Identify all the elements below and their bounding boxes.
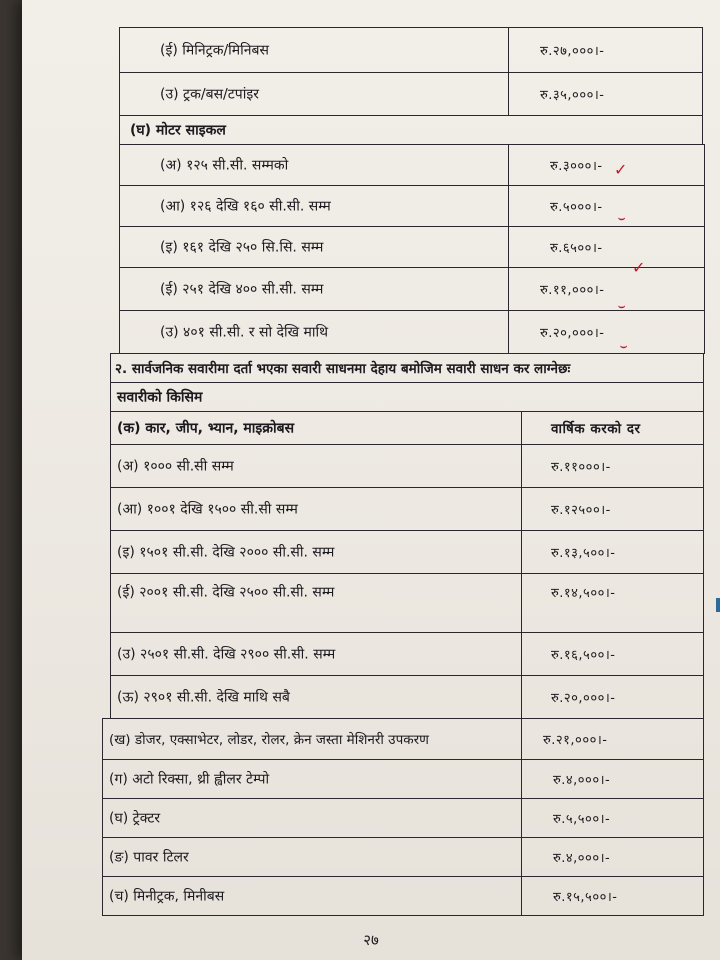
table-row — [119, 27, 703, 73]
vehicle-type: (ङ) पावर टिलर — [109, 849, 189, 866]
tax-rate: रु.३०००।- — [550, 159, 603, 174]
vehicle-type: (इ) १५०१ सी.सी. देखि २००० सी.सी. सम्म — [117, 544, 335, 561]
public-vehicle-intro: २. सार्वजनिक सवारीमा दर्ता भएका सवारी साधनमा देहाय बमोजिम सवारी साधन कर लाग्नेछः — [115, 361, 571, 377]
vehicle-type: (अ) १००० सी.सी सम्म — [117, 458, 234, 475]
column-divider — [508, 73, 509, 115]
tax-rate: रु.१३,५००।- — [551, 546, 616, 561]
annual-rate-heading: वार्षिक करको दर — [551, 421, 641, 437]
table-row — [110, 573, 704, 633]
tax-rate: रु.६५००।- — [550, 241, 603, 256]
table-row — [119, 226, 705, 268]
tax-rate: रु.३५,०००।- — [540, 88, 605, 103]
check-mark-icon: ✓ — [614, 160, 628, 179]
table-row — [102, 718, 704, 760]
column-divider — [521, 877, 522, 915]
vehicle-type: (उ) २५०१ सी.सी. देखि २९०० सी.सी. सम्म — [117, 646, 336, 663]
column-divider — [508, 28, 509, 72]
table-row — [119, 310, 705, 354]
tax-rate: रु.२१,०००।- — [543, 733, 608, 748]
table-row — [110, 675, 704, 719]
tax-rate: रु.१२५००।- — [551, 503, 611, 518]
vehicle-type: (ऊ) २९०१ सी.सी. देखि माथि सबै — [117, 689, 290, 706]
page-number: २७ — [363, 931, 379, 949]
column-divider — [508, 311, 509, 353]
check-mark-icon: ⌣ — [620, 340, 628, 353]
column-divider — [508, 227, 509, 267]
column-divider — [521, 488, 522, 530]
column-divider — [521, 633, 522, 675]
vehicle-type: (ई) मिनिट्रक/मिनिबस — [160, 42, 270, 59]
tax-rate: रु.१६,५००।- — [551, 648, 616, 663]
vehicle-type: (अ) १२५ सी.सी. सम्मको — [160, 157, 289, 174]
table-row — [119, 72, 703, 116]
column-divider — [508, 186, 509, 226]
check-mark-icon: ⌣ — [618, 212, 626, 225]
tax-rate: रु.२७,०००।- — [540, 44, 605, 59]
column-divider — [521, 676, 522, 718]
column-divider — [508, 145, 509, 185]
vehicle-type-heading: सवारीको किसिम — [117, 389, 203, 406]
car-category-heading: (क) कार, जीप, भ्यान, माइक्रोबस — [117, 420, 295, 437]
column-divider — [508, 268, 509, 310]
vehicle-type: (उ) ट्रक/बस/टपांइर — [160, 86, 259, 103]
table-row — [110, 530, 704, 574]
table-row — [110, 487, 704, 531]
tax-rate: रु.२०,०००।- — [540, 326, 605, 341]
tax-rate: रु.५०००।- — [550, 200, 603, 215]
vehicle-type: (ख) डोजर, एक्साभेटर, लोडर, रोलर, क्रेन जस्ता मेशिनरी उपकरण — [109, 732, 429, 748]
column-divider — [521, 838, 522, 876]
table-header-row — [110, 411, 704, 445]
column-divider — [521, 719, 522, 759]
tax-rate: रु.५,५००।- — [553, 812, 611, 827]
page-edge-mark — [716, 598, 720, 612]
vehicle-type: (ई) २५१ देखि ४०० सी.सी. सम्म — [160, 281, 324, 298]
column-divider — [521, 445, 522, 487]
vehicle-type: (ग) अटो रिक्सा, थ्री ह्वीलर टेम्पो — [109, 771, 270, 788]
table-row — [102, 876, 704, 916]
vehicle-type: (इ) १६१ देखि २५० सि.सि. सम्म — [160, 239, 324, 256]
vehicle-type: (च) मिनीट्रक, मिनीबस — [109, 888, 225, 905]
vehicle-type: (उ) ४०१ सी.सी. र सो देखि माथि — [160, 324, 329, 341]
vehicle-type: (घ) ट्रेक्टर — [109, 810, 161, 827]
tax-rate: रु.२०,०००।- — [551, 691, 616, 706]
table-row — [110, 444, 704, 488]
table-row — [110, 632, 704, 676]
motorcycle-heading: (घ) मोटर साइकल — [130, 122, 226, 139]
table-row — [102, 759, 704, 799]
column-divider — [521, 531, 522, 573]
tax-rate: रु.४,०००।- — [553, 851, 611, 866]
column-divider — [521, 574, 522, 632]
vehicle-type: (ई) २००१ सी.सी. देखि २५०० सी.सी. सम्म — [117, 584, 335, 601]
check-mark-icon: ✓ — [632, 258, 646, 277]
tax-rate: रु.१५,५००।- — [553, 890, 618, 905]
table-row — [102, 837, 704, 877]
intro-row — [110, 353, 704, 383]
tax-rate: रु.११०००।- — [551, 460, 611, 475]
column-divider — [521, 760, 522, 798]
table-row — [102, 798, 704, 838]
column-divider — [521, 799, 522, 837]
section-heading-row — [119, 115, 703, 145]
tax-rate: रु.१४,५००।- — [551, 586, 616, 601]
tax-rate: रु.११,०००।- — [540, 283, 605, 298]
check-mark-icon: ⌣ — [618, 300, 626, 313]
vehicle-type: (आ) १००१ देखि १५०० सी.सी सम्म — [117, 501, 298, 518]
section-heading-row — [110, 382, 704, 412]
column-divider — [521, 412, 522, 444]
tax-rate: रु.४,०००।- — [553, 773, 611, 788]
vehicle-type: (आ) १२६ देखि १६० सी.सी. सम्म — [160, 198, 331, 215]
document-page — [22, 0, 720, 960]
